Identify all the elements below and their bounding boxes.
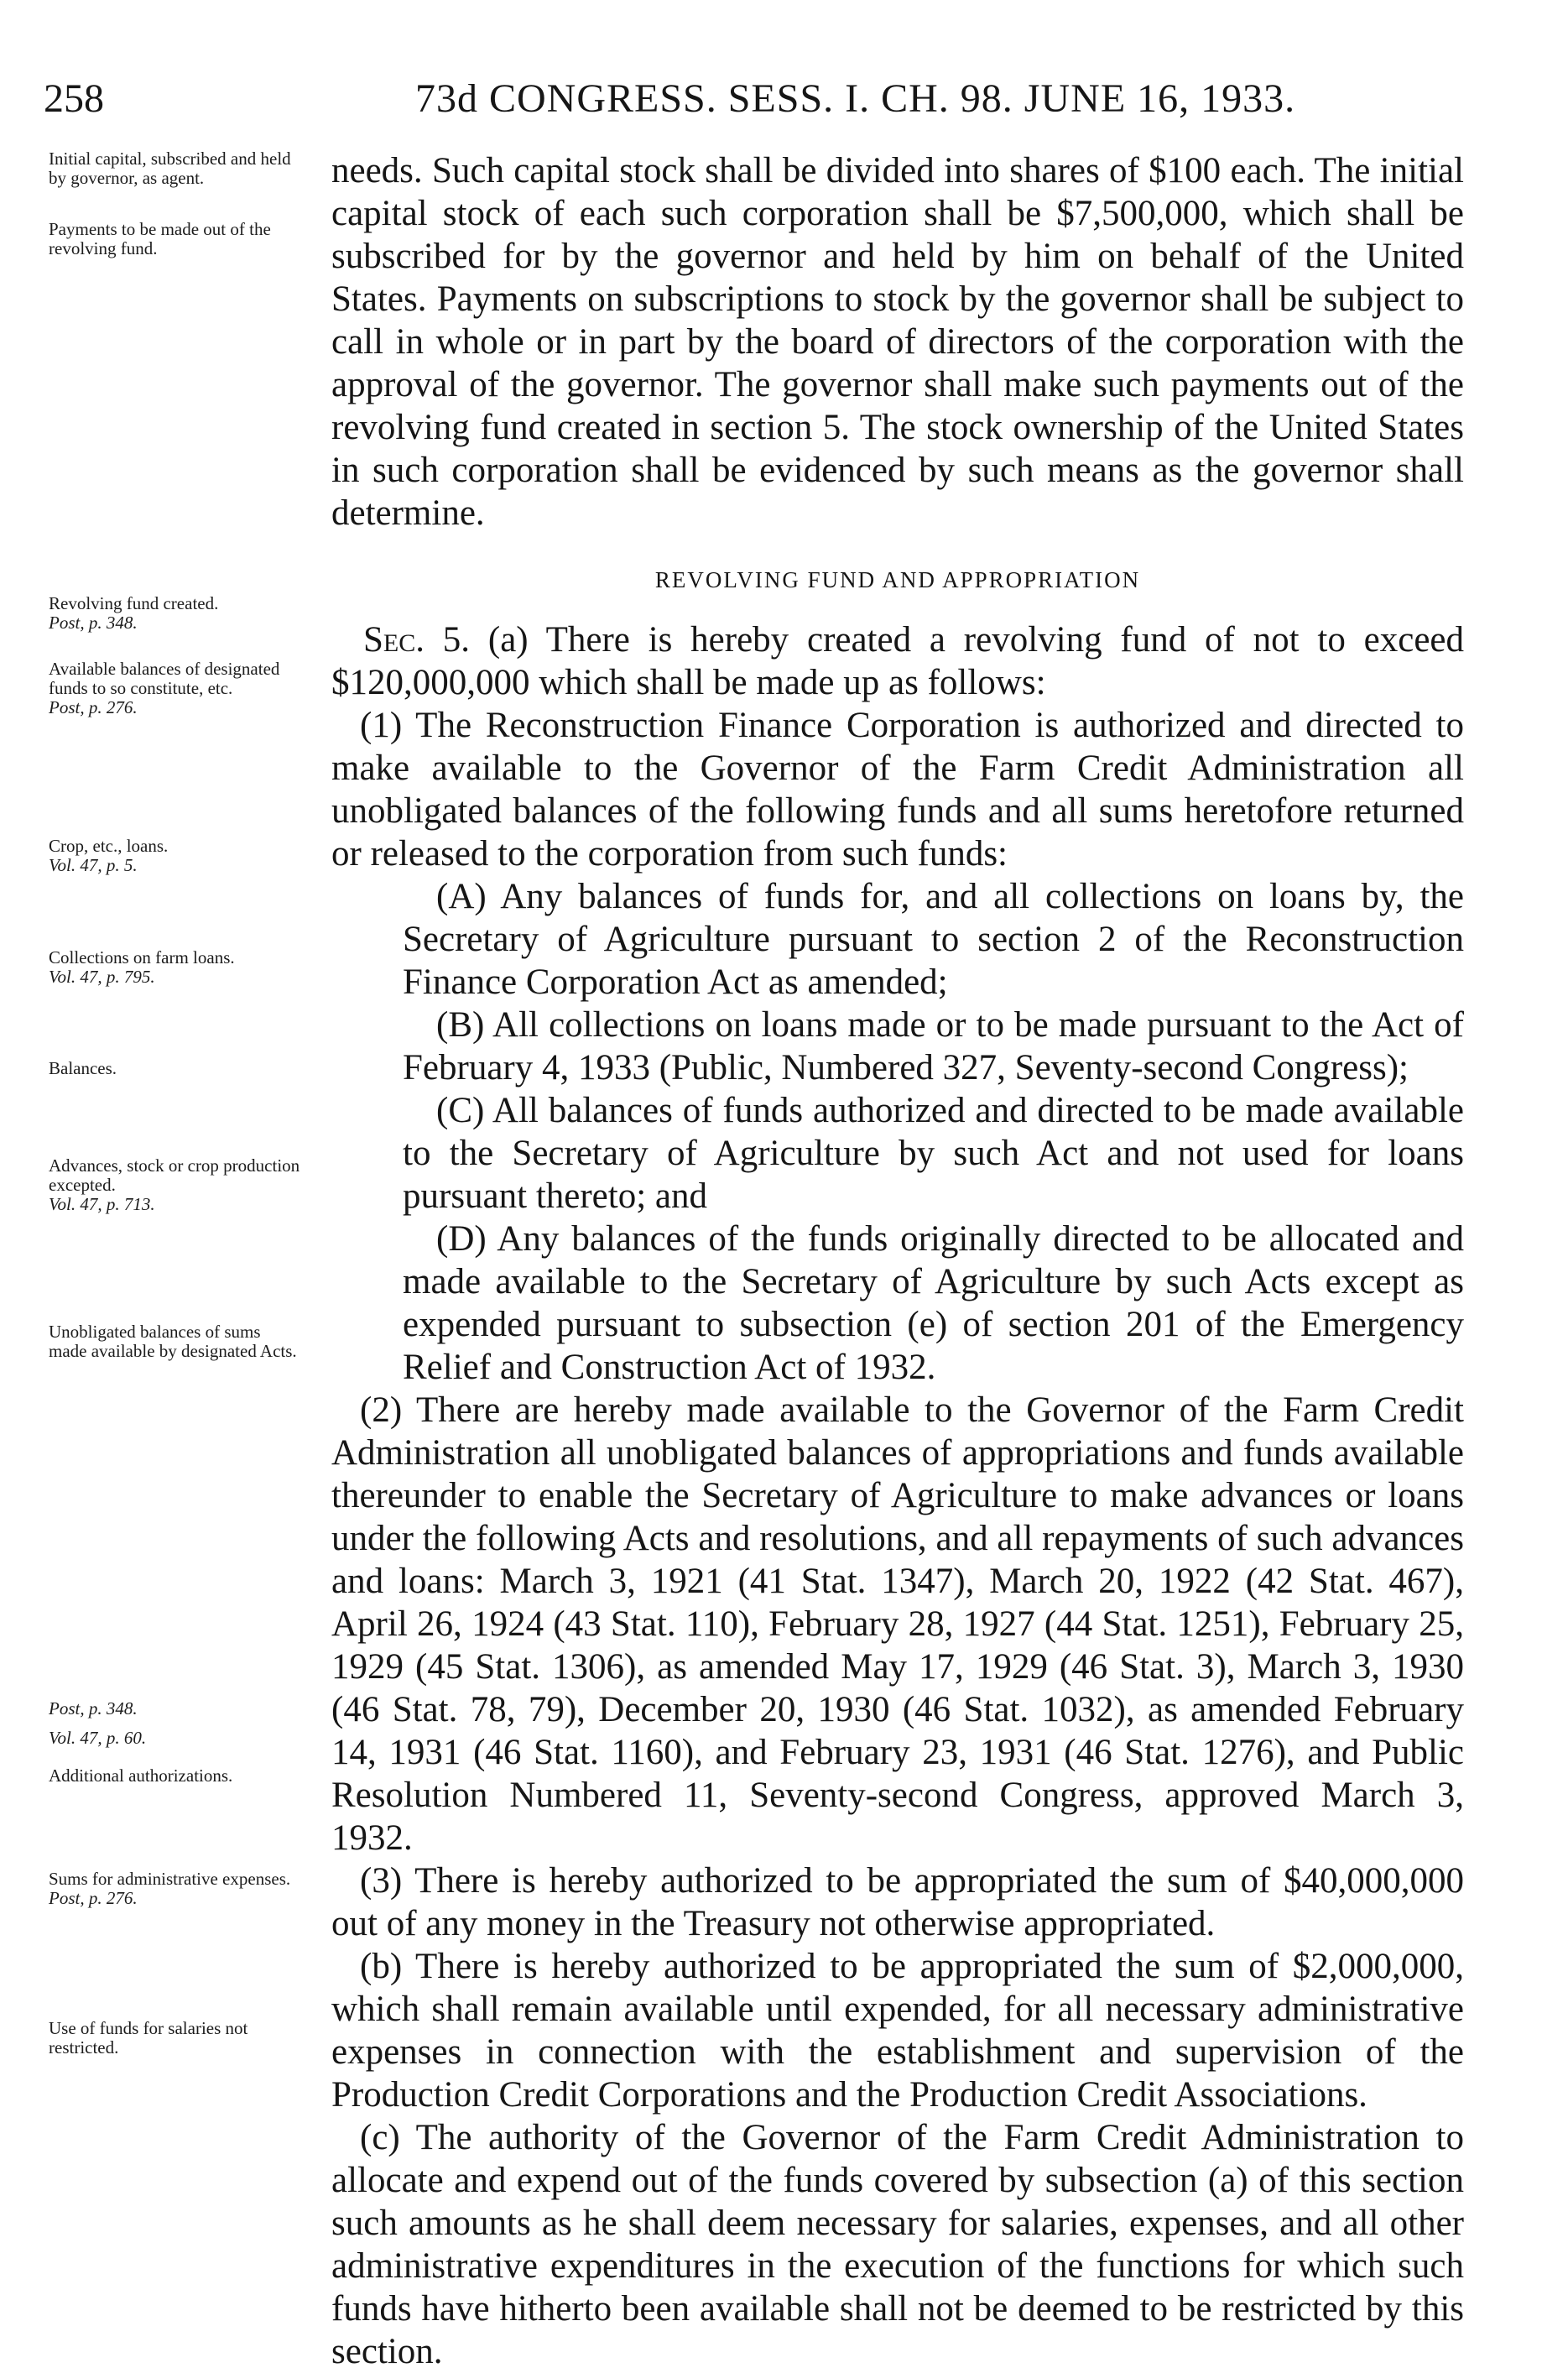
paragraph-sec-5b: (b) There is hereby authorized to be appropriated the sum of $2,000,000, which shall remain available until expended, for all necessary administrative expenses in connection with the establishment and supervision of the Production Credit Corporations and the Production Credit Associations. bbox=[331, 1947, 1464, 2115]
margin-note-text: Balances. bbox=[49, 1058, 117, 1078]
sec-5a-text: (a) There is hereby created a revolving fund of not to exceed $120,000,000 which shall be made up as follows: bbox=[331, 620, 1464, 702]
margin-note-text: Crop, etc., loans. bbox=[49, 836, 169, 856]
margin-note-cite: Vol. 47, p. 5. bbox=[49, 855, 138, 875]
paragraph-item-B: (B) All collections on loans made or to be made pursuant to the Act of February 4, 1933 (Public, Numbered 327, Seventy-second Congress); bbox=[403, 1005, 1464, 1087]
section-label: Sec. 5. bbox=[363, 620, 471, 660]
margin-note-cite: Post, p. 276. bbox=[49, 1888, 138, 1908]
margin-note-cite: Post, p. 348. bbox=[49, 613, 138, 633]
margin-note bbox=[49, 1059, 300, 1078]
margin-note-text: Payments to be made out of the revolving fund. bbox=[49, 219, 271, 258]
paragraph-sec-5c: (c) The authority of the Governor of the Farm Credit Administration to allocate and expend out of the funds covered by subsection (a) of this section such amounts as he shall deem necessary for salaries, expenses, and all other administrative expenditures in the execution of the functions for which such funds have hitherto been available shall not be deemed to be restricted by this section. bbox=[331, 2118, 1464, 2371]
margin-note-cite: Post, p. 348. bbox=[49, 1698, 138, 1718]
margin-note-cite: Vol. 47, p. 60. bbox=[49, 1728, 147, 1748]
margin-note-text: Sums for administrative expenses. bbox=[49, 1869, 291, 1889]
margin-note-text: Revolving fund created. bbox=[49, 593, 219, 613]
margin-note bbox=[49, 660, 300, 717]
running-header bbox=[0, 74, 1568, 124]
margin-note bbox=[49, 220, 300, 258]
margin-note bbox=[49, 1156, 300, 1214]
margin-note bbox=[49, 837, 300, 875]
section-heading: REVOLVING FUND AND APPROPRIATION bbox=[654, 567, 1141, 592]
paragraph-item-C: (C) All balances of funds authorized and directed to be made available to the Secretary of Agriculture by such Act and not used for loans pursuant thereto; and bbox=[403, 1091, 1464, 1216]
margin-note bbox=[49, 1699, 300, 1718]
margin-note-text: Additional authorizations. bbox=[49, 1765, 233, 1786]
body-text bbox=[331, 149, 1464, 2373]
margin-note bbox=[49, 1766, 300, 1786]
margin-note bbox=[49, 1870, 300, 1908]
margin-note bbox=[49, 149, 300, 188]
running-title: 73d CONGRESS. SESS. I. CH. 98. JUNE 16, 1933. bbox=[415, 76, 1296, 121]
margin-note-cite: Vol. 47, p. 795. bbox=[49, 967, 155, 987]
margin-note-text: Initial capital, subscribed and held by governor, as agent. bbox=[49, 149, 291, 188]
margin-note bbox=[49, 594, 300, 633]
margin-note-text: Advances, stock or crop production excepted. bbox=[49, 1155, 300, 1195]
margin-note-text: Available balances of designated funds to so constitute, etc. bbox=[49, 659, 280, 698]
margin-note bbox=[49, 1322, 300, 1361]
paragraph-item-1: (1) The Reconstruction Finance Corporation is authorized and directed to make available to the Governor of the Farm Credit Administration all unobligated balances of the following funds and all sums heretofore returned or released to the corporation from such funds: bbox=[331, 706, 1464, 874]
margin-note-text: Collections on farm loans. bbox=[49, 947, 235, 967]
paragraph-item-3: (3) There is hereby authorized to be appropriated the sum of $40,000,000 out of any money in the Treasury not otherwise appropriated. bbox=[331, 1861, 1464, 1943]
margin-note bbox=[49, 2019, 300, 2057]
margin-note-cite: Post, p. 276. bbox=[49, 697, 138, 717]
page-number: 258 bbox=[44, 76, 104, 121]
paragraph-capital-stock: needs. Such capital stock shall be divided into shares of $100 each. The initial capital stock of each such corporation shall be $7,500,000, which shall be subscribed for by the governor and held by him on behalf of the United States. Payments on subscriptions to stock by the governor shall be subject to call in whole or in part by the board of directors of the corporation with the approval of the governor. The governor shall make such payments out of the revolving fund created in section 5. The stock ownership of the United States in such corporation shall be evidenced by such means as the governor shall determine. bbox=[331, 151, 1464, 533]
paragraph-item-D: (D) Any balances of the funds originally directed to be allocated and made available to the Secretary of Agriculture by such Acts except as expended pursuant to subsection (e) of section 201 of the Emergency Relief and Construction Act of 1932. bbox=[403, 1219, 1464, 1387]
paragraph-sec-5a bbox=[331, 618, 1464, 704]
paragraph-item-2: (2) There are hereby made available to the Governor of the Farm Credit Administration all unobligated balances of appropriations and funds available thereunder to enable the Secretary of Agriculture to make advances or loans under the following Acts and resolutions, and all repayments of such advances and loans: March 3, 1921 (41 Stat. 1347), March 20, 1922 (42 Stat. 467), April 26, 1924 (43 Stat. 110), February 28, 1927 (44 Stat. 1251), February 25, 1929 (45 Stat. 1306), as amended May 17, 1929 (46 Stat. 3), March 3, 1930 (46 Stat. 78, 79), December 20, 1930 (46 Stat. 1032), as amended February 14, 1931 (46 Stat. 1160), and February 23, 1931 (46 Stat. 1276), and Public Resolution Numbered 11, Seventy-second Congress, approved March 3, 1932. bbox=[331, 1390, 1464, 1858]
margin-note-text: Use of funds for salaries not restricted. bbox=[49, 2018, 248, 2057]
margin-note bbox=[49, 948, 300, 987]
paragraph-item-A: (A) Any balances of funds for, and all collections on loans by, the Secretary of Agriculture pursuant to section 2 of the Reconstruction Finance Corporation Act as amended; bbox=[403, 877, 1464, 1002]
margin-note-cite: Vol. 47, p. 713. bbox=[49, 1194, 155, 1214]
margin-note-text: Unobligated balances of sums made available by designated Acts. bbox=[49, 1322, 297, 1361]
margin-note bbox=[49, 1729, 300, 1748]
